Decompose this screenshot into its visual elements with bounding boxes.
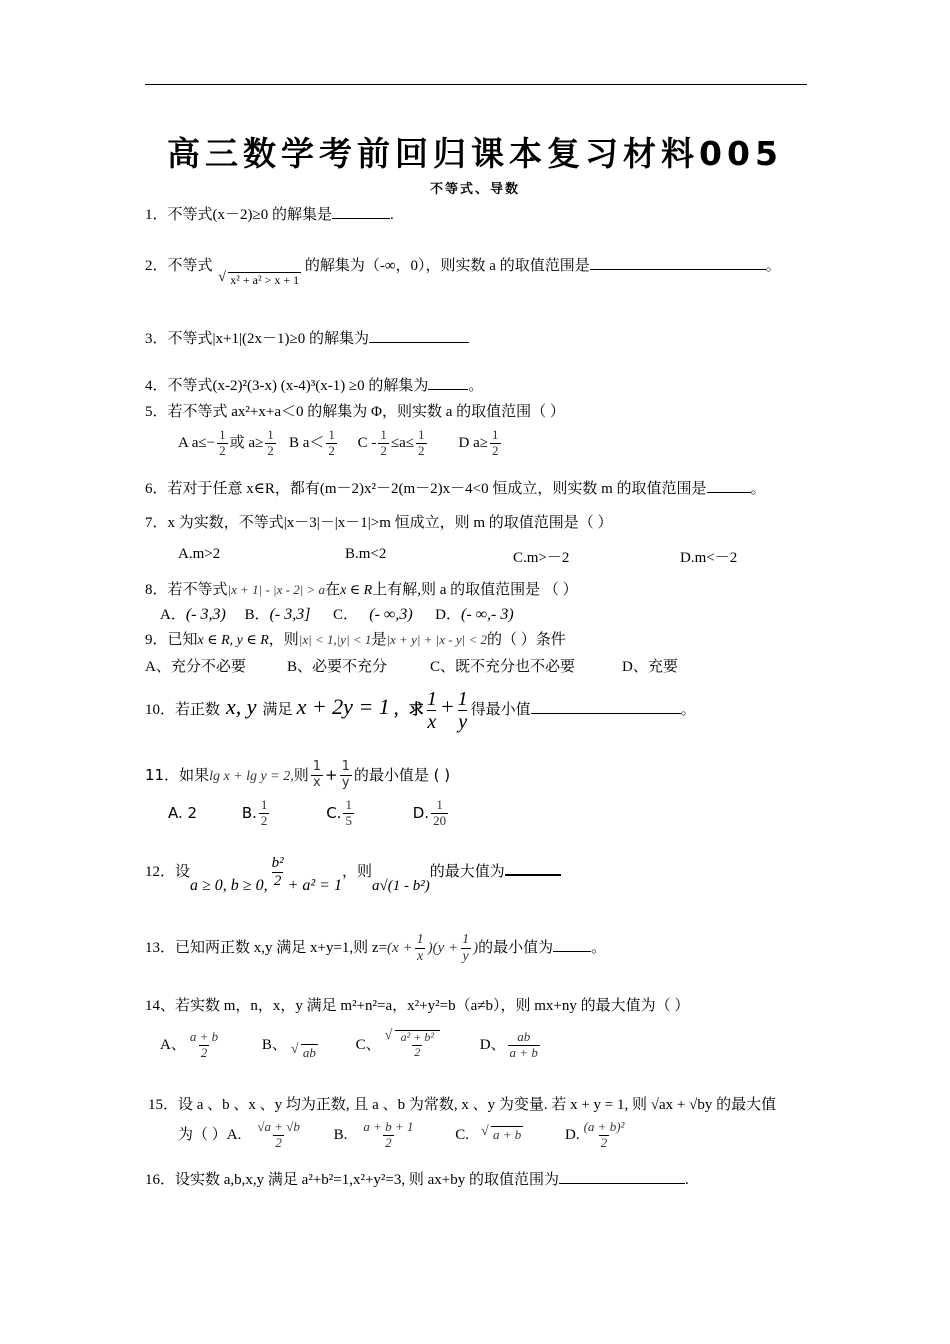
- q15-opt-a: $\frac{√a + √b}{2}$: [257, 1119, 300, 1150]
- q14-opt-b-label: B、: [261, 1036, 287, 1053]
- q11-opt-c: C.: [326, 803, 342, 822]
- question-6: [145, 477, 766, 498]
- q2-tail: 。: [765, 258, 781, 274]
- q8-post: 上有解,则 a 的取值范围是 （ ）: [372, 582, 578, 598]
- page-subtitle: 不等式、导数: [429, 182, 520, 197]
- q7-opt-b: B.m<2: [345, 546, 387, 562]
- q10-frac-x: $\frac{1}{x}$: [426, 688, 437, 733]
- q15-opt-c-label: C.: [455, 1126, 469, 1143]
- q7-opt-d: D.m<－2: [680, 550, 738, 566]
- q5-frac-c2: $\frac{1}{2}$: [418, 427, 425, 458]
- page-title: 高三数学考前回归课本复习材料005: [167, 134, 783, 173]
- q10-tail: 。: [680, 701, 696, 718]
- q11-then: 则: [293, 765, 309, 784]
- q13-expr: (x + $\frac{1}{x}$ )(y + $\frac{1}{y}$ ): [387, 932, 479, 965]
- q1-text: 1．不等式(x－2)≥0 的解集是: [145, 207, 332, 223]
- q14-opt-c-label: C、: [355, 1036, 381, 1053]
- q12-pre: 12．设: [145, 864, 191, 881]
- q11-frac-b: $\frac{1}{2}$: [260, 797, 268, 828]
- q9-post: 的（ ）条件: [486, 632, 566, 648]
- question-14: [145, 994, 689, 1015]
- q5-opt-d: D a≥: [458, 434, 489, 451]
- q15-line2-pre: 为（ ）A.: [178, 1126, 242, 1143]
- q11-opt-a: A. 2: [168, 803, 198, 822]
- q15-opt-c: √ a + b: [491, 1126, 523, 1143]
- q9-cond: x ∈ R, y ∈ R: [197, 633, 269, 648]
- q12-blank: [505, 860, 561, 876]
- q8-opt-b: (- 3,3]: [269, 606, 311, 623]
- question-2: [145, 254, 781, 287]
- q7-opt-a: A.m>2: [178, 546, 221, 562]
- q4-blank: [428, 375, 468, 390]
- q8-opt-d-label: D．: [435, 607, 461, 623]
- q15-opt-b-label: B.: [333, 1126, 348, 1143]
- question-1: [145, 203, 394, 224]
- q2-expr: √ x² + a² > x + 1: [228, 272, 301, 288]
- q9-pre: 9．已知: [145, 632, 198, 648]
- q5-opt-c: C -: [357, 434, 377, 451]
- q9-q: |x + y| + |x - y| < 2: [386, 632, 487, 647]
- q8-pre: 8．若不等式: [145, 582, 228, 598]
- q5-options: [178, 428, 503, 459]
- q10-frac-y: $\frac{1}{y}$: [457, 688, 468, 733]
- q10-vars: x, y: [226, 693, 257, 719]
- q11-post: 的最小值是 ( ): [353, 765, 451, 784]
- q2-post: 的解集为（-∞，0），则实数 a 的取值范围是: [304, 258, 590, 274]
- question-4: [145, 374, 483, 395]
- question-15: [148, 1093, 776, 1114]
- q5-opt-a-mid: 或 a≥: [229, 434, 264, 451]
- q5-opt-b: B a＜: [289, 434, 325, 451]
- q11-expr: lg x + lg y = 2,: [209, 768, 294, 784]
- q11-frac-c: $\frac{1}{5}$: [345, 797, 352, 828]
- q12-rest: + a² = 1: [287, 877, 342, 895]
- q3-blank: [369, 328, 469, 343]
- q13-tail: 。: [591, 940, 607, 957]
- q9-is: 是: [371, 632, 387, 648]
- q11-opt-d: D.: [412, 803, 430, 822]
- q13-post: 的最小值为: [478, 940, 554, 957]
- question-8: [145, 578, 578, 599]
- q11-options: [168, 798, 450, 829]
- q11-opt-b: B.: [241, 803, 257, 822]
- q6-tail: 。: [750, 481, 766, 497]
- q10-post: 得最小值: [470, 701, 531, 718]
- q5-opt-a: A a≤−: [178, 434, 216, 451]
- q12-then: ，则: [341, 864, 372, 881]
- q14-opt-d-label: D、: [479, 1036, 506, 1053]
- q8-mid: 在: [325, 582, 341, 598]
- q16-blank: [559, 1169, 685, 1184]
- q5-frac-a2: $\frac{1}{2}$: [267, 427, 274, 458]
- q14-text: 14、若实数 m，n，x，y 满足 m²+n²=a，x²+y²=b（a≠b），则 mx+ny 的最大值为（ ）: [145, 998, 690, 1014]
- question-10: [145, 688, 696, 733]
- question-9: [145, 628, 566, 649]
- q9-opt-d: D、充要: [622, 659, 678, 675]
- q5-text: 5．若不等式 ax²+x+a＜0 的解集为 Φ，则实数 a 的取值范围（ ）: [145, 404, 565, 420]
- q6-text: 6．若对于任意 x∈R，都有(m－2)x²－2(m－2)x－4<0 恒成立，则实数 m 的取值范围是: [145, 481, 707, 497]
- q15-opt-b: $\frac{a + b + 1}{2}$: [363, 1119, 414, 1150]
- q7-text: 7．x 为实数，不等式|x－3|－|x－1|>m 恒成立，则 m 的取值范围是（ ）: [145, 515, 613, 531]
- question-12: [145, 855, 561, 895]
- q8-options: [160, 603, 514, 624]
- q14-opt-a-label: A、: [160, 1036, 186, 1053]
- question-11: 11．如果lg x + lg y = 2,则 $\frac{1}{x}$ + $\frac{1}{y}$ 的最小值是 ( ): [145, 759, 451, 790]
- q13-pre: 13．已知两正数 x,y 满足 x+y=1,则 z=: [145, 940, 388, 957]
- q9-opt-c: C、既不充分也不必要: [430, 659, 576, 675]
- q8-opt-d: (- ∞,- 3): [460, 606, 514, 623]
- q12-target: a√(1 - b²): [371, 878, 430, 895]
- question-5: [145, 400, 565, 421]
- q3-text: 3．不等式|x+1|(2x－1)≥0 的解集为: [145, 331, 369, 347]
- question-13: [145, 932, 606, 965]
- q9-mid: ，则: [268, 632, 299, 648]
- q5-frac-d: $\frac{1}{2}$: [492, 427, 499, 458]
- q8-opt-c: (- ∞,3): [369, 606, 413, 623]
- q8-expr: |x + 1| - |x - 2| > a: [227, 582, 326, 597]
- q8-opt-b-label: B．: [244, 607, 270, 623]
- q16-tail: .: [685, 1172, 689, 1188]
- q2-blank: [590, 255, 766, 270]
- q11-frac-d: $\frac{1}{20}$: [433, 797, 447, 828]
- q14-opt-a: $\frac{a + b}{2}$: [189, 1029, 219, 1060]
- q8-domain: x ∈ R: [340, 583, 373, 598]
- q15-options: [178, 1120, 628, 1151]
- q11-frac-x: $\frac{1}{x}$: [312, 759, 321, 790]
- q15-opt-d: $\frac{\text{(a + b)²}}{2}$: [583, 1119, 625, 1150]
- q14-opt-d: $\frac{ab}{a + b}$: [509, 1029, 538, 1060]
- q1-blank: [332, 204, 390, 219]
- q14-options: [160, 1030, 542, 1061]
- q14-opt-c: √ $\frac{\text{a² + b²}}{2}$: [395, 1030, 440, 1060]
- q10-mid: 满足: [262, 701, 293, 718]
- question-16: [145, 1168, 689, 1189]
- q5-frac-a1: $\frac{1}{2}$: [219, 427, 226, 458]
- q12-cond: a ≥ 0, b ≥ 0,: [190, 877, 268, 895]
- q6-blank: [707, 478, 751, 493]
- q9-opt-b: B、必要不充分: [287, 659, 388, 675]
- question-7: [145, 511, 613, 532]
- q9-p: |x| < 1,|y| < 1: [298, 632, 372, 647]
- q14-opt-b: √ ab: [301, 1044, 318, 1061]
- q15-opt-d-label: D.: [565, 1126, 580, 1143]
- q16-text: 16．设实数 a,b,x,y 满足 a²+b²=1,x²+y²=3, 则 ax+by 的取值范围为: [145, 1172, 560, 1188]
- q2-pre: 2．不等式: [145, 258, 213, 274]
- q4-tail: 。: [468, 378, 484, 394]
- q8-opt-c-label: C．: [332, 607, 358, 623]
- top-rule: [145, 84, 807, 85]
- q8-opt-a-label: A．: [160, 607, 186, 623]
- question-3: [145, 327, 469, 348]
- q15-line1: 15．设 a 、b 、x 、y 均为正数, 且 a 、b 为常数, x 、y 为变量. 若 x + y = 1, 则 √ax + √by 的最大值: [148, 1097, 777, 1113]
- q10-eq: x + 2y = 1: [296, 693, 390, 719]
- q4-text: 4．不等式(x-2)²(3-x) (x-4)³(x-1) ≥0 的解集为: [145, 378, 429, 394]
- q12-post: 的最大值为: [429, 864, 505, 881]
- q1-tail: .: [389, 207, 394, 223]
- q8-opt-a: (- 3,3): [185, 606, 226, 623]
- q7-opt-c: C.m>－2: [513, 550, 570, 566]
- q10-plus: +: [439, 693, 455, 719]
- q10-pre: 10．若正数: [145, 701, 221, 718]
- q12-frac: $\frac{\text{b²}}{2}$: [271, 855, 284, 890]
- q5-opt-c-mid: ≤a≤: [390, 434, 415, 451]
- q13-blank: [553, 937, 591, 952]
- q9-opt-a: A、充分不必要: [145, 659, 246, 675]
- q11-frac-y: $\frac{1}{y}$: [341, 759, 350, 790]
- q10-blank: [531, 699, 681, 714]
- q5-frac-b: $\frac{1}{2}$: [328, 427, 335, 458]
- q10-ask: ，求: [393, 701, 424, 718]
- q11-pre: 11．如果: [145, 765, 210, 784]
- q5-frac-c1: $\frac{1}{2}$: [380, 427, 387, 458]
